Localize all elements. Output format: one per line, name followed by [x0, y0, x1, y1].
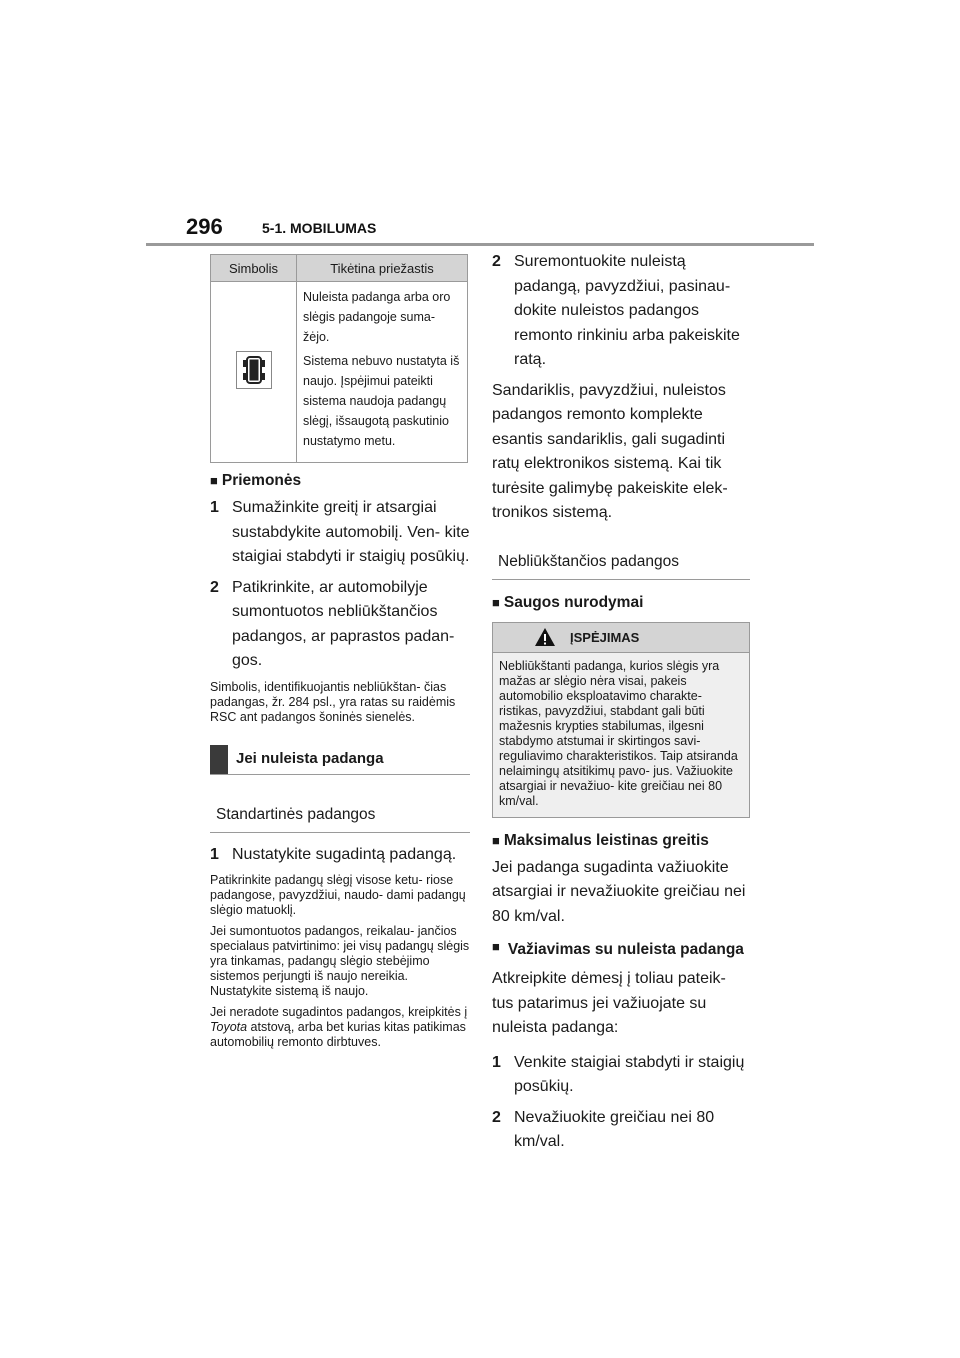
step-1-identify	[210, 843, 470, 868]
step-1	[210, 496, 470, 570]
cause-cell	[297, 282, 468, 463]
note-rsc: Simbolis, identifikuojantis nebliūkštan- čias padangas, žr. 284 psl., yra ratas su raidėmis RSC ant padangos šoninės sienelės.	[210, 679, 456, 724]
step-2-repair	[492, 250, 750, 373]
step-text: Suremontuokite nuleistą padangą, pavyzdžiui, pasinau- dokite nuleistos padangos remonto rinkiniu arba pakeiskite ratą.	[514, 253, 740, 368]
warning-header	[493, 623, 749, 653]
step-number: 1	[492, 1053, 501, 1071]
left-column	[210, 250, 470, 1056]
step-text: Patikrinkite, ar automobilyje sumontuotos nebliūkštančios padangos, ar paprastos padan- gos.	[232, 578, 455, 669]
page-number: 296	[186, 214, 223, 239]
warning-text: Nebliūkštanti padanga, kurios slėgis yra mažas ar slėgio nėra visai, pakeis automobilio eksploatavimo charakte- ristikas, pavyzdžiui, stabdant gali būti mažesnis krypties stabilumas, ilgesni stabdymo atstumai ir skirtingos savi- reguliavimo charakteristikos. Taip atsiranda nelaimingų atsitikimų pavo- jus. Važiuokite atsargiai ir nevažiuo- kite greičiau nei 80 km/val.	[499, 658, 738, 808]
step-text: Venkite staigiai stabdyti ir staigių posūkių.	[514, 1053, 745, 1095]
driving-flat-text: Atkreipkite dėmesį į toliau pateik- tus patarimus jei važiuojate su nuleista padanga:	[492, 970, 726, 1036]
driving-step-1	[492, 1051, 750, 1100]
warning-triangle-icon	[534, 627, 556, 652]
step-text: Nustatykite sugadintą padangą.	[232, 845, 457, 863]
right-column	[492, 250, 750, 1161]
step-text: Nevažiuokite greičiau nei 80 km/val.	[514, 1108, 715, 1150]
square-bullet-icon: ■	[492, 594, 500, 610]
step-number: 1	[210, 845, 219, 863]
step-number: 2	[210, 578, 219, 596]
col-header-cause: Tikėtina priežastis	[297, 255, 468, 282]
cause-text-2: Sistema nebuvo nustatyta iš naujo. Įspėjimui pateikti sistema naudoja padangų slėgį, išsaugotą paskutinio nustatymo metu.	[303, 354, 460, 448]
step-2	[210, 576, 470, 674]
safety-heading: ■ Saugos nurodymai	[492, 593, 644, 611]
max-speed-text: Jei padanga sugadinta važiuokite atsargiai ir nevažiuokite greičiau nei 80 km/val.	[492, 858, 746, 925]
flat-tire-heading: Jei nuleista padanga	[210, 745, 470, 775]
square-bullet-icon: ■	[492, 939, 500, 954]
step-number: 1	[210, 499, 219, 516]
square-bullet-icon: ■	[492, 832, 500, 848]
symbol-table	[210, 254, 468, 463]
header-rule	[146, 243, 814, 246]
runflat-heading: Nebliūkštančios padangos	[492, 540, 750, 580]
standard-tires-heading: Standartinės padangos	[210, 793, 470, 833]
square-bullet-icon: ■	[210, 473, 218, 488]
heading-bar-marker	[210, 745, 228, 774]
warning-box	[492, 622, 750, 818]
step-text: Sumažinkite greitį ir atsargiai sustabdykite automobilį. Ven- kite staigiai stabdyti ir staigių posūkių.	[232, 499, 470, 565]
cause-text-1: Nuleista padanga arba oro slėgis padangoje suma- žėjo.	[303, 290, 451, 344]
brand-name: Toyota	[210, 1020, 248, 1034]
note-check-pressure: Patikrinkite padangų slėgį visose ketu- riose padangose, pavyzdžiui, naudo- dami padangų slėgio matuoklį.	[210, 873, 466, 917]
symbol-cell	[211, 282, 297, 463]
max-speed-heading: ■ Maksimalus leistinas greitis	[492, 831, 709, 849]
col-header-symbol: Simbolis	[211, 255, 297, 282]
note-special-tires: Jei sumontuotos padangos, reikalau- jančios specialaus patvirtinimo: jei visų padangų slėgis yra tinkamas, padangų slėgio stebėjimo sistemos perjungti iš naujo nereikia. Nustatykite sistemą iš naujo.	[210, 924, 470, 998]
measures-heading: ■ Priemonės	[210, 472, 302, 489]
note-dealer: Jei neradote sugadintos padangos, kreipkitės į Toyota atstovą, arba bet kurias kitas patikimas automobilių remonto dirbtuves.	[210, 1005, 468, 1049]
tire-pressure-warning-icon	[236, 351, 272, 389]
sealant-paragraph: Sandariklis, pavyzdžiui, nuleistos padangos remonto komplekte esantis sandariklis, gali sugadinti ratų elektronikos sistemą. Kai tik turėsite galimybę pakeiskite elek- tronikos sistemą.	[492, 381, 728, 521]
driving-step-2	[492, 1106, 750, 1155]
step-number: 2	[492, 1108, 501, 1126]
chapter-title: 5-1. MOBILUMAS	[262, 220, 377, 236]
driving-flat-heading: ■ Važiavimas su nuleista padanga	[492, 939, 750, 961]
warning-title: ĮSPĖJIMAS	[570, 629, 640, 645]
step-number: 2	[492, 253, 501, 270]
